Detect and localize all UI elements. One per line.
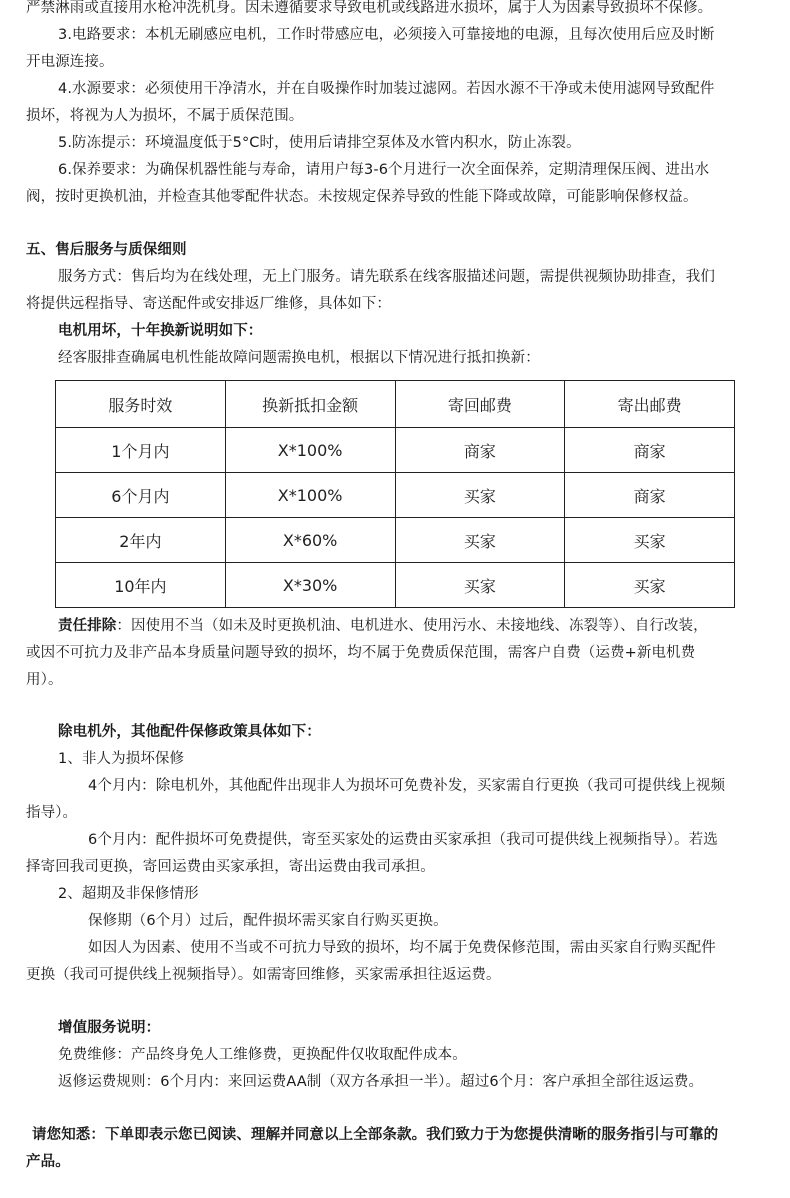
four-month-line1: 4个月内：除电机外，其他配件出现非人为损坏可免费补发，买家需自行更换（我司可提供线上视频 xyxy=(88,778,726,794)
overdue-title: 2、超期及非保修情形 xyxy=(58,886,199,902)
table-row xyxy=(56,428,735,473)
requirement-freeze: 5.防冻提示：环境温度低于5°C时，使用后请排空泵体及水管内积水，防止冻裂。 xyxy=(58,135,581,151)
table-row xyxy=(56,518,735,563)
table-header-cell: 服务时效 xyxy=(56,381,226,428)
table-cell: 商家 xyxy=(565,428,735,473)
liability-label: 责任排除 xyxy=(58,618,117,634)
table-header-row xyxy=(56,381,735,428)
requirement-water-line1: 4.水源要求：必须使用干净清水，并在自吸操作时加装过滤网。若因水源不干净或未使用滤网导致配件 xyxy=(58,81,715,97)
table-row xyxy=(56,563,735,608)
notice-line2: 产品。 xyxy=(26,1154,70,1170)
liability-text: ：因使用不当（如未及时更换机油、电机进水、使用污水、未接地线、冻裂等）、自行改装， xyxy=(116,618,708,634)
table-cell: 买家 xyxy=(565,563,735,608)
notice-line1: 请您知悉：下单即表示您已阅读、理解并同意以上全部条款。我们致力于为您提供清晰的服务指引与可靠的 xyxy=(32,1127,719,1143)
table-header-cell: 寄出邮费 xyxy=(565,381,735,428)
table-cell: 商家 xyxy=(565,473,735,518)
service-mode-line2: 将提供远程指导、寄送配件或安排返厂维修，具体如下： xyxy=(26,296,391,312)
service-mode-line1: 服务方式：售后均为在线处理，无上门服务。请先联系在线客服描述问题，需提供视频协助排查，我们 xyxy=(58,269,715,285)
liability-line1 xyxy=(58,616,708,636)
overdue-line3: 更换（我司可提供线上视频指导）。如需寄回维修，买家需承担往返运费。 xyxy=(26,967,501,983)
motor-replacement-table xyxy=(55,380,735,608)
table-cell: 10年内 xyxy=(56,563,226,608)
motor-warranty-desc: 经客服排查确属电机性能故障问题需换电机，根据以下情况进行抵扣换新： xyxy=(58,350,540,366)
liability-line3: 用）。 xyxy=(26,672,63,688)
return-shipping-rule: 返修运费规则：6个月内：来回运费AA制（双方各承担一半）。超过6个月：客户承担全部往返运费。 xyxy=(58,1074,704,1090)
liability-line2: 或因不可抗力及非产品本身质量问题导致的损坏，均不属于免费质保范围，需客户自费（运费+新电机费 xyxy=(26,645,696,661)
table-cell: X*100% xyxy=(225,473,395,518)
table-cell: X*60% xyxy=(225,518,395,563)
paragraph-intro: 严禁淋雨或直接用水枪冲洗机身。因未遵循要求导致电机或线路进水损坏，属于人为因素导致损坏不保修。 xyxy=(26,0,713,16)
requirement-power-line2: 开电源连接。 xyxy=(26,54,114,70)
six-month-line2: 择寄回我司更换，寄回运费由买家承担，寄出运费由我司承担。 xyxy=(26,859,435,875)
section-title-after-sales: 五、售后服务与质保细则 xyxy=(26,242,187,258)
motor-warranty-title: 电机用坏，十年换新说明如下： xyxy=(58,323,263,339)
table-cell: 买家 xyxy=(565,518,735,563)
table-cell: X*30% xyxy=(225,563,395,608)
overdue-line2: 如因人为因素、使用不当或不可抗力导致的损坏，均不属于免费保修范围，需由买家自行购买配件 xyxy=(88,940,716,956)
table-cell: 买家 xyxy=(395,563,565,608)
table-cell: X*100% xyxy=(225,428,395,473)
other-parts-title: 除电机外，其他配件保修政策具体如下： xyxy=(58,724,321,740)
table-cell: 6个月内 xyxy=(56,473,226,518)
four-month-line2: 指导）。 xyxy=(26,805,78,821)
table-cell: 买家 xyxy=(395,473,565,518)
overdue-line1: 保修期（6个月）过后，配件损坏需买家自行购买更换。 xyxy=(88,913,448,929)
requirement-maintenance-line2: 阀，按时更换机油，并检查其他零配件状态。未按规定保养导致的性能下降或故障，可能影响保修权益。 xyxy=(26,189,698,205)
table-header-cell: 寄回邮费 xyxy=(395,381,565,428)
six-month-line1: 6个月内：配件损坏可免费提供，寄至买家处的运费由买家承担（我司可提供线上视频指导）。若选 xyxy=(88,832,718,848)
table-header-cell: 换新抵扣金额 xyxy=(225,381,395,428)
table-cell: 商家 xyxy=(395,428,565,473)
non-human-damage-title: 1、非人为损坏保修 xyxy=(58,751,185,767)
requirement-power-line1: 3.电路要求：本机无刷感应电机，工作时带感应电，必须接入可靠接地的电源，且每次使用后应及时断 xyxy=(58,27,715,43)
value-service-title: 增值服务说明： xyxy=(58,1020,161,1036)
table-cell: 1个月内 xyxy=(56,428,226,473)
requirement-water-line2: 损坏，将视为人为损坏，不属于质保范围。 xyxy=(26,108,304,124)
requirement-maintenance-line1: 6.保养要求：为确保机器性能与寿命，请用户每3-6个月进行一次全面保养，定期清理保压阀、进出水 xyxy=(58,162,710,178)
table-cell: 2年内 xyxy=(56,518,226,563)
free-repair: 免费维修：产品终身免人工维修费，更换配件仅收取配件成本。 xyxy=(58,1047,467,1063)
table-row xyxy=(56,473,735,518)
table-cell: 买家 xyxy=(395,518,565,563)
